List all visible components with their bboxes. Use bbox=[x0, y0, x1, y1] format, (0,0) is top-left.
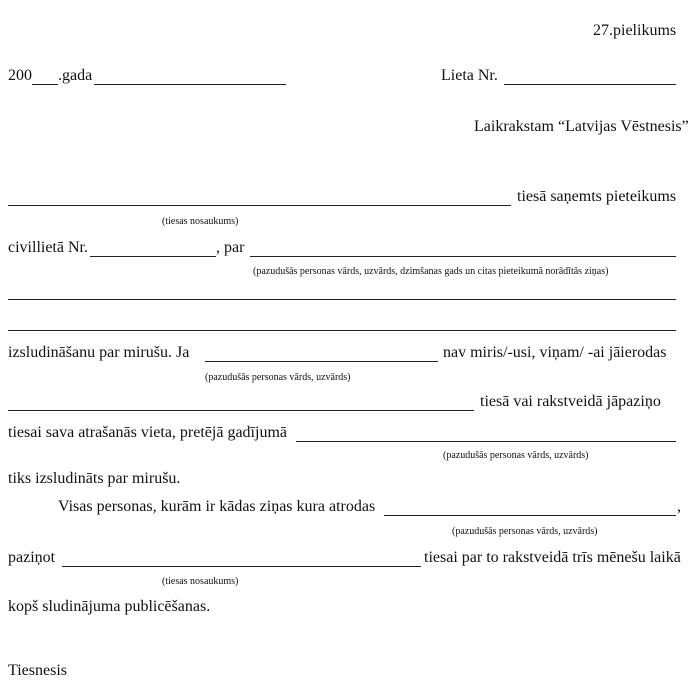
missing-person-details-blank-line bbox=[250, 256, 676, 257]
missing-person-name-blank-line-1 bbox=[205, 361, 438, 362]
civil-case-label: civillietā Nr. bbox=[8, 239, 88, 256]
court-blank-line-2 bbox=[8, 410, 474, 411]
all-persons-text: Visas personas, kurām ir kādas ziņas kura atrodas bbox=[58, 498, 376, 515]
addressee: Laikrakstam “Latvijas Vēstnesis” bbox=[474, 118, 689, 135]
judge-label: Tiesnesis bbox=[8, 662, 67, 679]
year-blank-line bbox=[32, 84, 58, 85]
court-or-written-notice-text: tiesā vai rakstveidā jāpaziņo bbox=[480, 393, 661, 410]
missing-person-name-blank-line-2 bbox=[296, 441, 676, 442]
civil-case-number-blank-line bbox=[90, 256, 216, 257]
court-name-caption: (tiesas nosaukums) bbox=[162, 216, 239, 227]
location-text: tiesai sava atrašanās vieta, pretējā gadījumā bbox=[8, 424, 287, 441]
must-appear-text: nav miris/-usi, viņam/ -ai jāierodas bbox=[443, 344, 667, 361]
missing-person-details-caption: (pazudušās personas vārds, uzvārds, dzimšanas gads un citas pieteikumā norādītās ziņas) bbox=[253, 266, 609, 277]
court-name-blank-line-2 bbox=[62, 566, 421, 567]
missing-person-name-caption-1: (pazudušās personas vārds, uzvārds) bbox=[205, 372, 351, 383]
details-continuation-line-1 bbox=[8, 299, 676, 300]
notify-text: paziņot bbox=[8, 549, 56, 566]
missing-person-name-caption-3: (pazudušās personas vārds, uzvārds) bbox=[452, 526, 598, 537]
year-prefix: 200 bbox=[8, 67, 32, 84]
appendix-number: 27.pielikums bbox=[593, 22, 677, 39]
case-number-label: Lieta Nr. bbox=[441, 67, 498, 84]
three-months-text: tiesai par to rakstveidā trīs mēnešu laikā bbox=[424, 549, 681, 566]
case-number-blank-line bbox=[504, 84, 676, 85]
comma-par-text: , par bbox=[216, 239, 245, 256]
details-continuation-line-2 bbox=[8, 330, 676, 331]
date-blank-line bbox=[94, 84, 286, 85]
since-publication-text: kopš sludinājuma publicēšanas. bbox=[8, 598, 211, 615]
declaration-deceased-text: izsludināšanu par mirušu. Ja bbox=[8, 344, 190, 361]
missing-person-name-caption-2: (pazudušās personas vārds, uzvārds) bbox=[443, 450, 589, 461]
year-suffix: .gada bbox=[58, 67, 93, 84]
declared-deceased-text: tiks izsludināts par mirušu. bbox=[8, 470, 181, 487]
court-name-blank-line bbox=[8, 205, 511, 206]
missing-person-name-blank-line-3 bbox=[384, 515, 676, 516]
trailing-comma: , bbox=[677, 498, 681, 515]
court-name-caption-2: (tiesas nosaukums) bbox=[162, 576, 239, 587]
application-received-text: tiesā saņemts pieteikums bbox=[517, 188, 677, 205]
